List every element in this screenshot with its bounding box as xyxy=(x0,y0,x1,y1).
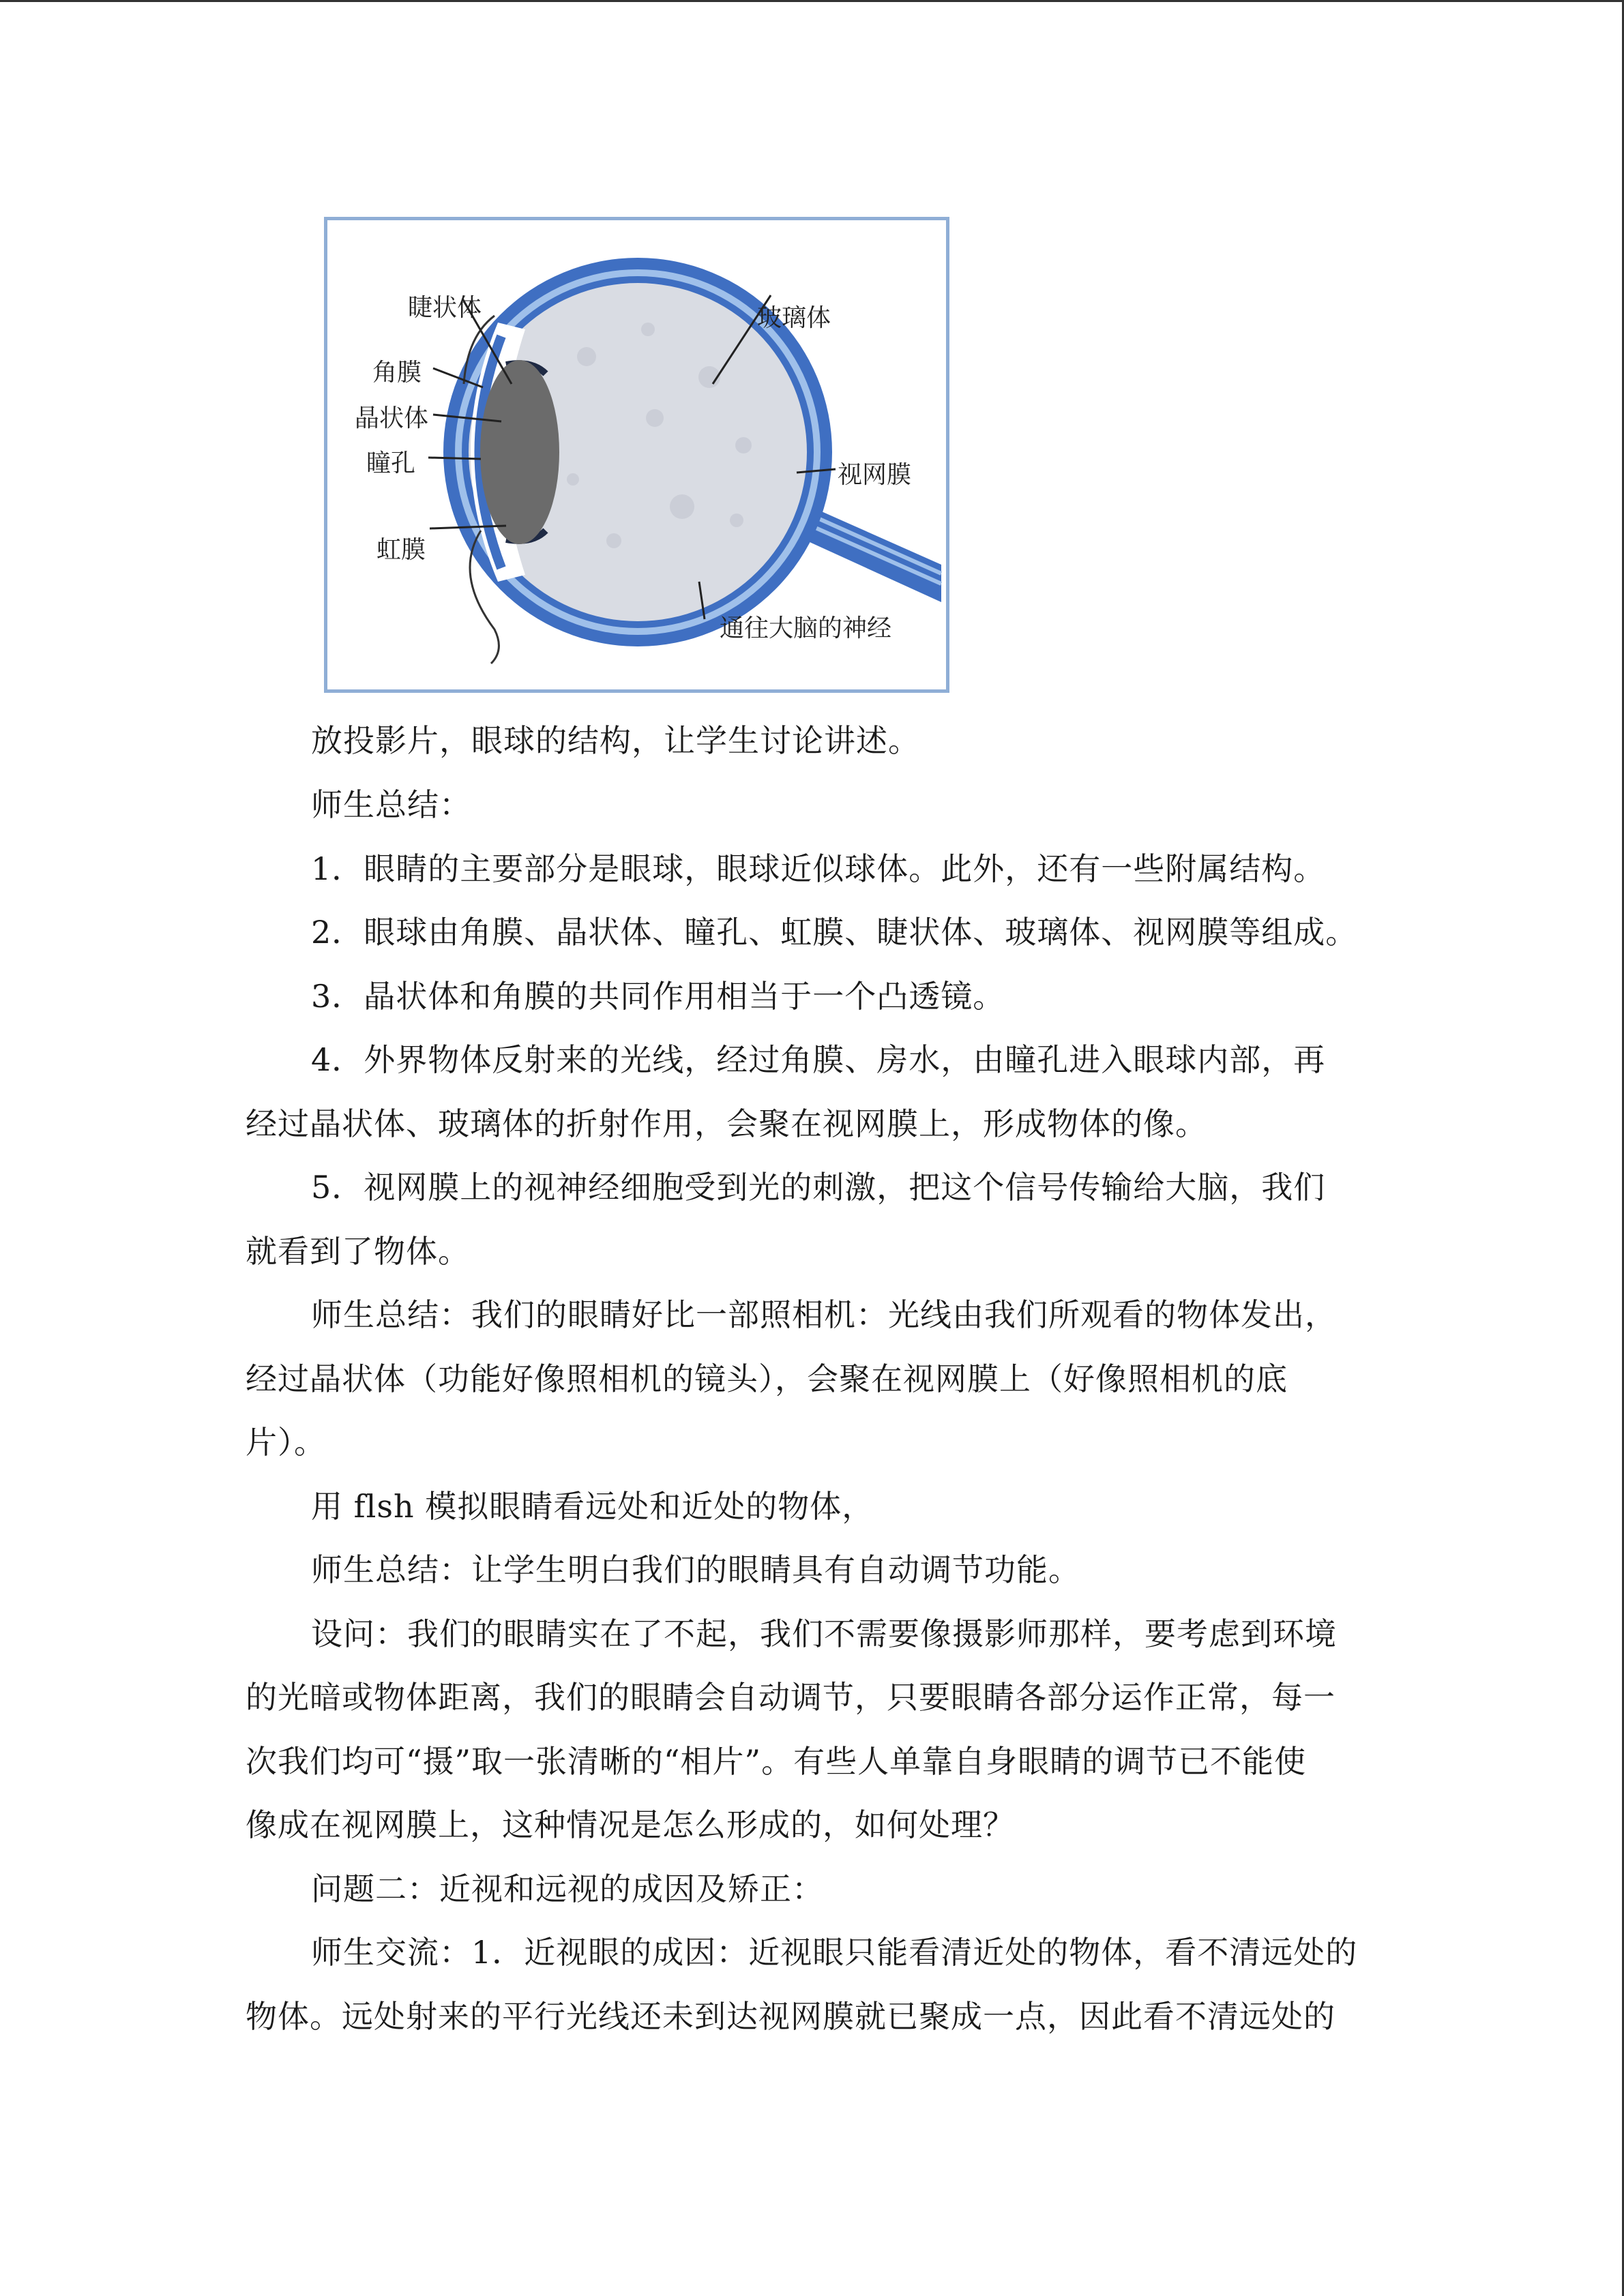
para-myopia-line-2: 物体。远处射来的平行光线还未到达视网膜就已聚成一点，因此看不清远处的 xyxy=(246,1998,1335,2035)
para-summary-1-title: 师生总结： xyxy=(311,786,471,823)
para-camera-line-1: 师生总结：我们的眼睛好比一部照相机：光线由我们所观看的物体发出， xyxy=(311,1296,1337,1333)
label-lens: 晶状体 xyxy=(355,404,429,432)
label-ciliary-body: 睫状体 xyxy=(408,294,482,322)
label-vitreous: 玻璃体 xyxy=(757,304,831,332)
para-point-2: 2．眼球由角膜、晶状体、瞳孔、虹膜、睫状体、玻璃体、视网膜等组成。 xyxy=(311,914,1358,951)
para-point-4-line-1: 4．外界物体反射来的光线，经过角膜、房水，由瞳孔进入眼球内部，再 xyxy=(311,1041,1326,1078)
para-problem-2: 问题二：近视和远视的成因及矫正： xyxy=(311,1870,824,1907)
label-cornea: 角膜 xyxy=(372,359,422,387)
para-point-3: 3．晶状体和角膜的共同作用相当于一个凸透镜。 xyxy=(311,978,1005,1015)
label-iris: 虹膜 xyxy=(377,536,426,564)
para-question-line-1: 设问：我们的眼睛实在了不起，我们不需要像摄影师那样，要考虑到环境 xyxy=(311,1615,1337,1652)
para-point-4-line-2: 经过晶状体、玻璃体的折射作用，会聚在视网膜上，形成物体的像。 xyxy=(246,1105,1207,1142)
para-question-line-2: 的光暗或物体距离，我们的眼睛会自动调节，只要眼睛各部分运作正常，每一 xyxy=(246,1679,1335,1716)
para-myopia-line-1: 师生交流：1．近视眼的成因：近视眼只能看清近处的物体，看不清远处的 xyxy=(311,1934,1358,1971)
label-retina: 视网膜 xyxy=(838,461,912,489)
page-top-border xyxy=(0,0,1624,2)
para-point-5-line-2: 就看到了物体。 xyxy=(246,1233,470,1270)
para-flash: 用 flsh 模拟眼睛看远处和近处的物体， xyxy=(311,1488,874,1525)
para-question-line-3: 次我们均可“摄”取一张清晰的“相片”。有些人单靠自身眼睛的调节已不能使 xyxy=(246,1743,1307,1780)
para-point-5-line-1: 5．视网膜上的视神经细胞受到光的刺激，把这个信号传输给大脑，我们 xyxy=(311,1169,1326,1206)
eye-structure-figure xyxy=(324,217,949,693)
label-pupil: 瞳孔 xyxy=(366,449,416,477)
para-intro: 放投影片，眼球的结构，让学生讨论讲述。 xyxy=(311,722,920,759)
para-summary-3: 师生总结：让学生明白我们的眼睛具有自动调节功能。 xyxy=(311,1551,1080,1588)
para-camera-line-3: 片）。 xyxy=(246,1424,326,1461)
para-camera-line-2: 经过晶状体（功能好像照相机的镜头），会聚在视网膜上（好像照相机的底 xyxy=(246,1360,1288,1397)
para-question-line-4: 像成在视网膜上，这种情况是怎么形成的，如何处理？ xyxy=(246,1806,1015,1843)
lens-shape xyxy=(480,360,559,544)
label-optic-nerve: 通往大脑的神经 xyxy=(720,614,892,642)
para-point-1: 1．眼睛的主要部分是眼球，眼球近似球体。此外，还有一些附属结构。 xyxy=(311,850,1326,887)
